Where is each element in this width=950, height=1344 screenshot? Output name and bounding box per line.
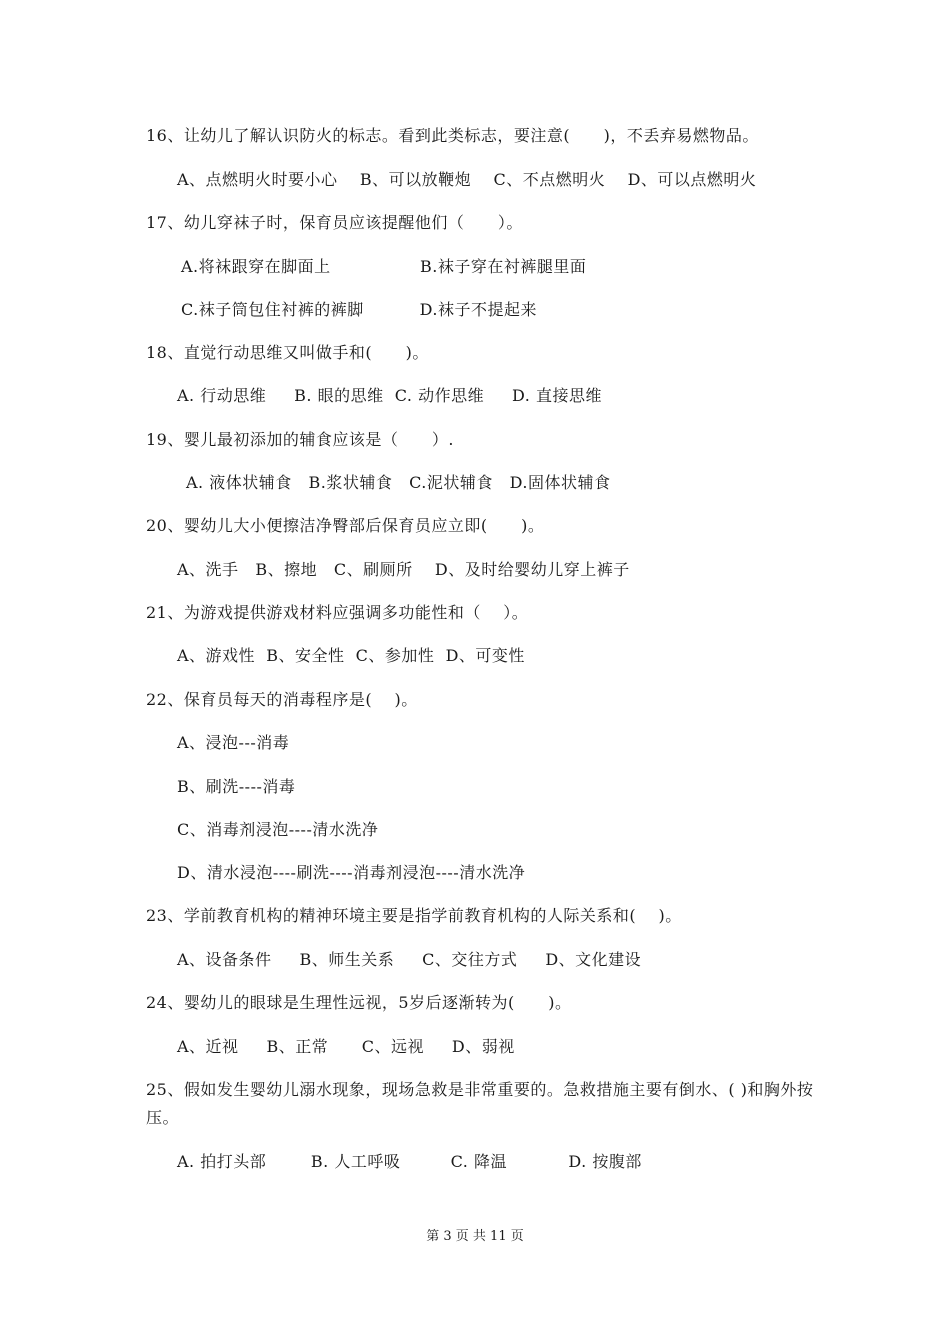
question-19: 19、婴儿最初添加的辅食应该是（ ）. xyxy=(146,430,454,449)
question-21: 21、为游戏提供游戏材料应强调多功能性和（ ）。 xyxy=(146,603,529,622)
question-18-options: A. 行动思维 B. 眼的思维 C. 动作思维 D. 直接思维 xyxy=(177,386,602,405)
question-25-options: A. 拍打头部 B. 人工呼吸 C. 降温 D. 按腹部 xyxy=(177,1152,642,1171)
question-20: 20、婴幼儿大小便擦洁净臀部后保育员应立即( )。 xyxy=(146,516,545,535)
question-17: 17、幼儿穿袜子时，保育员应该提醒他们（ ）。 xyxy=(146,213,523,232)
question-23: 23、学前教育机构的精神环境主要是指学前教育机构的人际关系和( )。 xyxy=(146,906,682,925)
question-17-options-row1: A.将袜跟穿在脚面上 B.袜子穿在衬裤腿里面 xyxy=(181,257,587,276)
question-22-option-a: A、浸泡---消毒 xyxy=(177,733,290,752)
question-22-option-b: B、刷洗----消毒 xyxy=(177,777,296,796)
question-23-options: A、设备条件 B、师生关系 C、交往方式 D、文化建设 xyxy=(177,950,642,969)
question-24-options: A、近视 B、正常 C、远视 D、弱视 xyxy=(177,1037,515,1056)
question-25: 25、假如发生婴幼儿溺水现象，现场急救是非常重要的。急救措施主要有倒水、( )和胸外按压。 xyxy=(146,1080,814,1127)
question-18: 18、直觉行动思维又叫做手和( )。 xyxy=(146,343,429,362)
question-21-options: A、游戏性 B、安全性 C、参加性 D、可变性 xyxy=(177,646,525,665)
question-22: 22、保育员每天的消毒程序是( )。 xyxy=(146,690,418,709)
question-22-option-d: D、清水浸泡----刷洗----消毒剂浸泡----清水洗净 xyxy=(177,863,526,882)
question-20-options: A、洗手 B、擦地 C、刷厕所 D、及时给婴幼儿穿上裤子 xyxy=(177,560,630,579)
question-17-options-row2: C.袜子筒包住衬裤的裤脚 D.袜子不提起来 xyxy=(181,300,537,319)
question-16: 16、让幼儿了解认识防火的标志。看到此类标志，要注意( )，不丢弃易燃物品。 xyxy=(146,126,759,145)
question-22-option-c: C、消毒剂浸泡----清水洗净 xyxy=(177,820,379,839)
question-16-options: A、点燃明火时要小心 B、可以放鞭炮 C、不点燃明火 D、可以点燃明火 xyxy=(177,170,757,189)
question-19-options: A. 液体状辅食 B.浆状辅食 C.泥状辅食 D.固体状辅食 xyxy=(186,473,611,492)
page-number-footer: 第 3 页 共 11 页 xyxy=(426,1229,524,1244)
question-24: 24、婴幼儿的眼球是生理性远视，5岁后逐渐转为( )。 xyxy=(146,993,572,1012)
